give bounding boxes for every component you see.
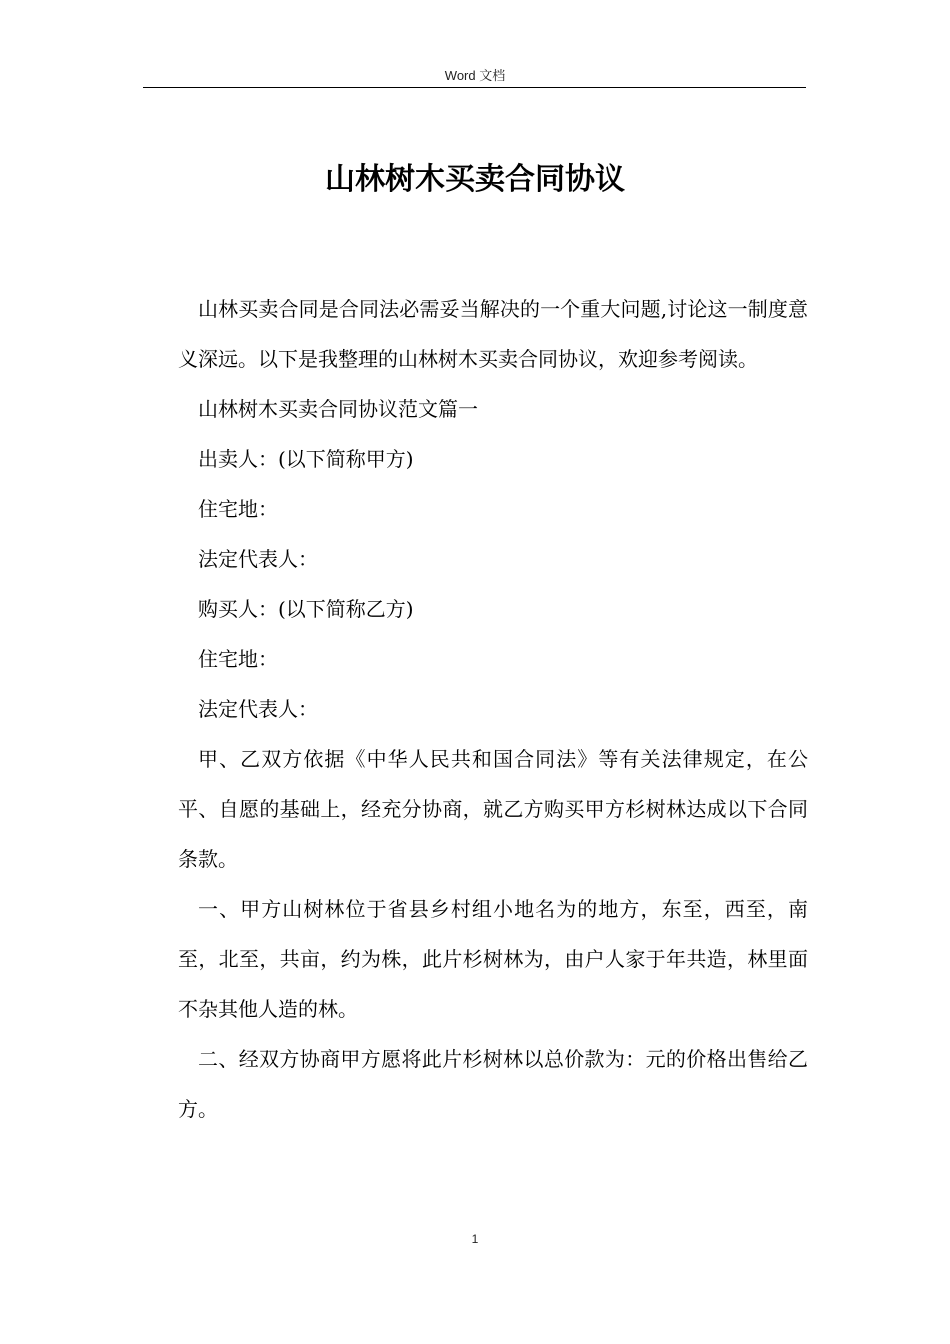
paragraph-buyer: 购买人：(以下简称乙方) xyxy=(198,597,414,621)
header-divider xyxy=(143,87,806,88)
paragraph-intro: 山林买卖合同是合同法必需妥当解决的一个重大问题,讨论这一制度意义深远。以下是我整理的山林树木买卖合同协议，欢迎参考阅读。 xyxy=(178,297,808,371)
page-number: 1 xyxy=(471,1232,479,1246)
page-header: Word 文档 xyxy=(444,68,506,83)
paragraph-clause-1: 一、甲方山树林位于省县乡村组小地名为的地方，东至，西至，南至，北至，共亩，约为株，此片杉树林为，由户人家于年共造，林里面不杂其他人造的林。 xyxy=(178,897,808,1021)
document-title: 山林树木买卖合同协议 xyxy=(325,162,625,197)
paragraph-preamble: 甲、乙双方依据《中华人民共和国合同法》等有关法律规定，在公平、自愿的基础上，经充分协商，就乙方购买甲方杉树林达成以下合同条款。 xyxy=(178,747,808,871)
paragraph-seller-address: 住宅地： xyxy=(198,497,278,521)
paragraph-clause-2: 二、经双方协商甲方愿将此片杉树林以总价款为：元的价格出售给乙方。 xyxy=(178,1047,808,1121)
paragraph-buyer-representative: 法定代表人： xyxy=(198,697,318,721)
paragraph-section-heading: 山林树木买卖合同协议范文篇一 xyxy=(198,397,478,421)
document-body xyxy=(178,284,808,1134)
paragraph-seller-representative: 法定代表人： xyxy=(198,547,318,571)
paragraph-seller: 出卖人：(以下简称甲方) xyxy=(198,447,414,471)
paragraph-buyer-address: 住宅地： xyxy=(198,647,278,671)
